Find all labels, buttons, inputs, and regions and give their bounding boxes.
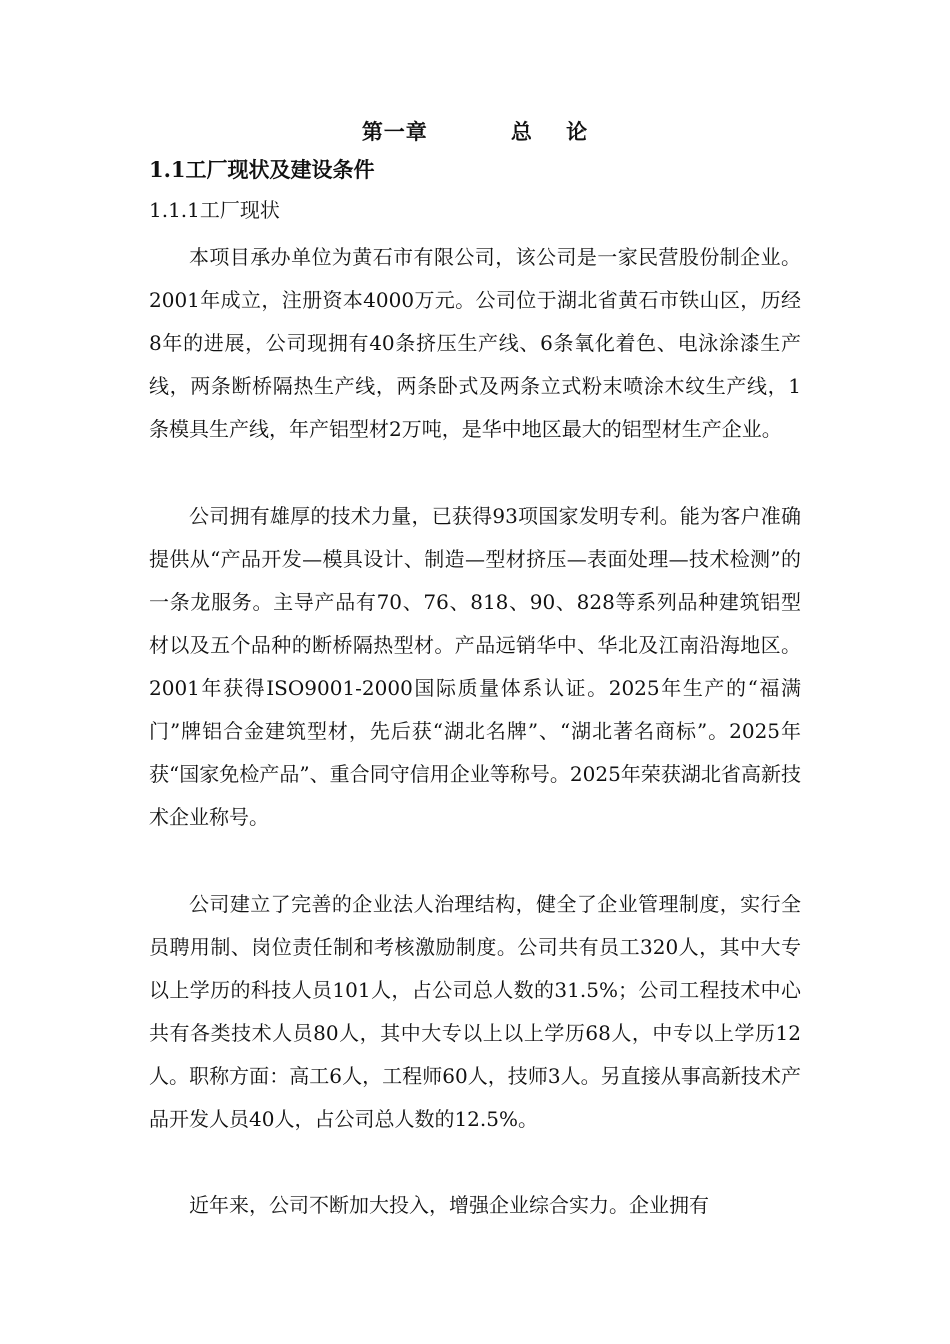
paragraph-technical-strength: 公司拥有雄厚的技术力量，已获得93项国家发明专利。能为客户准确提供从“产品开发—模具设计、制造—型材挤压—表面处理—技术检测”的一条龙服务。主导产品有70、76、818、90、828等系列品种建筑铝型材以及五个品种的断桥隔热型材。产品远销华中、华北及江南沿海地区。2001年获得ISO9001-2000国际质量体系认证。2025年生产的“福满门”牌铝合金建筑型材，先后获“湖北名牌”、“湖北著名商标”。2025年获“国家免检产品”、重合同守信用企业等称号。2025年荣获湖北省高新技术企业称号。 [149,504,801,829]
paragraph-company-overview: 本项目承办单位为黄石市有限公司，该公司是一家民营股份制企业。2001年成立，注册资本4000万元。公司位于湖北省黄石市铁山区，历经8年的进展，公司现拥有40条挤压生产线、6条氧化着色、电泳涂漆生产线，两条断桥隔热生产线，两条卧式及两条立式粉末喷涂木纹生产线，1条模具生产线，年产铝型材2万吨，是华中地区最大的铝型材生产企业。 [149,245,801,441]
paragraph-management-structure: 公司建立了完善的企业法人治理结构，健全了企业管理制度，实行全员聘用制、岗位责任制和考核激励制度。公司共有员工320人，其中大专以上学历的科技人员101人，占公司总人数的31.5%；公司工程技术中心共有各类技术人员80人，其中大专以上以上学历68人，中专以上学历12人。职称方面：高工6人，工程师60人，技师3人。另直接从事高新技术产品开发人员40人，占公司总人数的12.5%。 [149,892,801,1131]
section-heading: 1.1工厂现状及建设条件 [149,157,375,182]
chapter-title: 第一章 总 论 [361,119,589,144]
paragraph-investment: 近年来，公司不断加大投入，增强企业综合实力。企业拥有 [189,1193,709,1217]
subsection-heading: 1.1.1工厂现状 [149,198,280,222]
